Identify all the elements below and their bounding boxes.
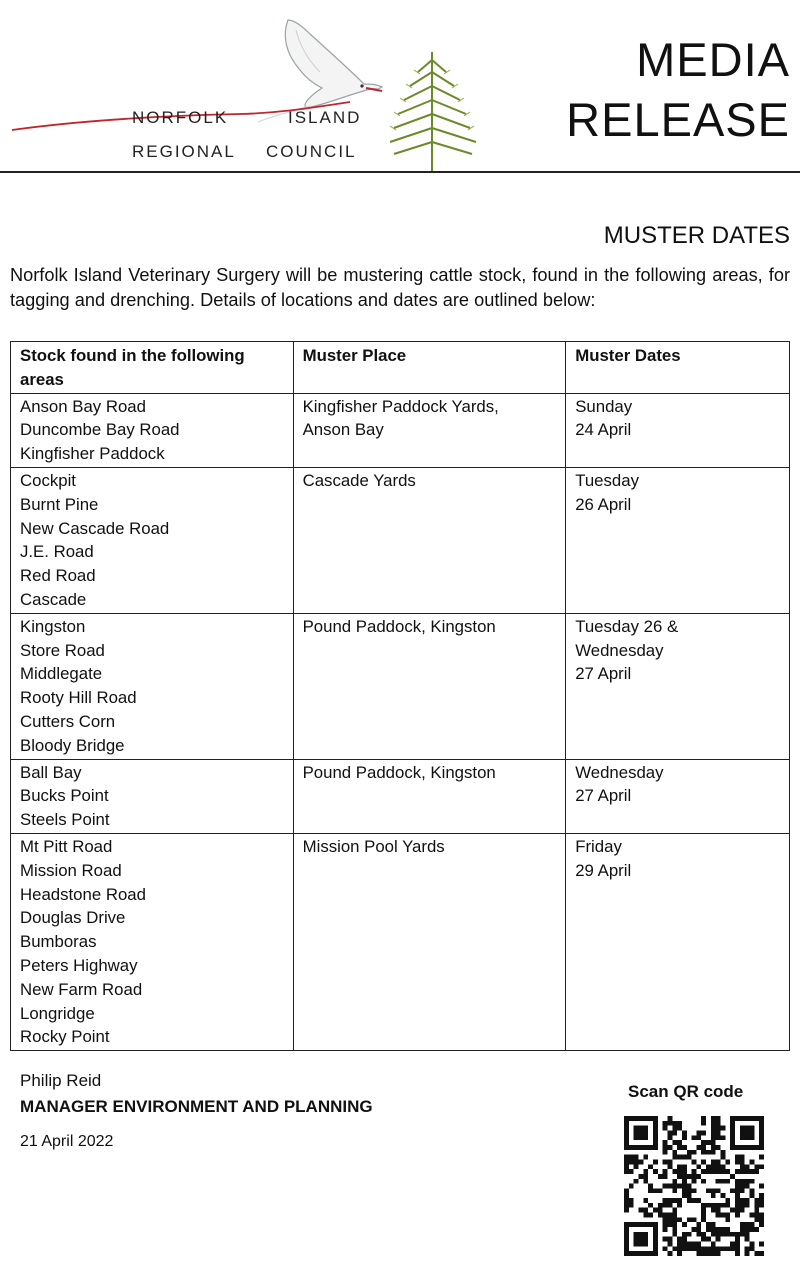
cell-line: Steels Point xyxy=(20,810,110,830)
cell-line: Kingston xyxy=(20,616,86,636)
logo-text-norfolk: NORFOLK xyxy=(132,108,229,127)
cell-line: 29 April xyxy=(575,860,632,880)
cell-line: Douglas Drive xyxy=(20,908,126,928)
table-row xyxy=(11,467,790,613)
cell-muster-place xyxy=(293,613,566,759)
cell-line: Burnt Pine xyxy=(20,494,99,514)
cell-line: Peters Highway xyxy=(20,955,138,975)
cell-line: Red Road xyxy=(20,566,96,586)
table-header-row xyxy=(11,342,790,394)
release-title: MUSTER DATES xyxy=(603,222,790,249)
cell-muster-place xyxy=(293,393,566,467)
cell-line: Pound Paddock, Kingston xyxy=(302,762,496,782)
cell-line: Kingfisher Paddock Yards, xyxy=(302,396,499,416)
table-row xyxy=(11,759,790,833)
cell-line: 26 April xyxy=(575,494,632,514)
cell-line: Mission Pool Yards xyxy=(302,836,445,856)
header-areas: Stock found in the following areas xyxy=(11,342,294,394)
cell-muster-dates xyxy=(566,467,790,613)
cell-line: Tuesday xyxy=(575,470,639,490)
qr-code-graphic xyxy=(624,1116,764,1256)
qr-code[interactable] xyxy=(624,1116,764,1256)
document-type-heading xyxy=(566,30,790,150)
cell-line: Mt Pitt Road xyxy=(20,836,113,856)
cell-muster-dates xyxy=(566,393,790,467)
cell-line: Headstone Road xyxy=(20,884,146,904)
cell-muster-dates xyxy=(566,833,790,1050)
table-row xyxy=(11,833,790,1050)
cell-areas xyxy=(11,759,294,833)
table-body xyxy=(11,393,790,1051)
cell-line: 27 April xyxy=(575,664,632,684)
cell-muster-dates xyxy=(566,759,790,833)
signatory-name: Philip Reid xyxy=(20,1071,102,1090)
cell-muster-dates xyxy=(566,613,790,759)
council-logo xyxy=(10,12,510,172)
cell-line: J.E. Road xyxy=(20,542,94,562)
cell-line: Bloody Bridge xyxy=(20,735,125,755)
cell-line: Store Road xyxy=(20,640,105,660)
logo-text-island: ISLAND xyxy=(288,108,362,127)
cell-line: Cutters Corn xyxy=(20,711,116,731)
qr-label: Scan QR code xyxy=(628,1082,744,1101)
cell-line: Cascade Yards xyxy=(302,470,416,490)
cell-line: Cockpit xyxy=(20,470,76,490)
cell-line: 27 April xyxy=(575,786,632,806)
muster-table xyxy=(10,341,790,1051)
cell-line: Sunday xyxy=(575,396,633,416)
document-type-line-2: RELEASE xyxy=(566,93,790,146)
cell-muster-place xyxy=(293,833,566,1050)
logo-graphic xyxy=(10,12,510,172)
table-row xyxy=(11,613,790,759)
cell-line: Mission Road xyxy=(20,860,122,880)
cell-line: Middlegate xyxy=(20,664,103,684)
document-type-line-1: MEDIA xyxy=(636,33,790,86)
logo-text-council: COUNCIL xyxy=(266,142,357,161)
cell-line: Ball Bay xyxy=(20,762,82,782)
cell-line: Tuesday 26 & xyxy=(575,616,679,636)
header-divider xyxy=(0,171,800,173)
cell-areas xyxy=(11,613,294,759)
cell-line: Bucks Point xyxy=(20,786,109,806)
release-date: 21 April 2022 xyxy=(20,1133,114,1150)
cell-line: Wednesday xyxy=(575,762,664,782)
cell-line: Bumboras xyxy=(20,932,97,952)
cell-line: New Farm Road xyxy=(20,979,143,999)
cell-line: Kingfisher Paddock xyxy=(20,444,165,464)
cell-muster-place xyxy=(293,759,566,833)
cell-areas xyxy=(11,393,294,467)
cell-line: Wednesday xyxy=(575,640,664,660)
cell-line: Rocky Point xyxy=(20,1027,110,1047)
header-muster-place: Muster Place xyxy=(293,342,566,394)
cell-line: Longridge xyxy=(20,1003,95,1023)
header-muster-dates: Muster Dates xyxy=(566,342,790,394)
cell-line: Pound Paddock, Kingston xyxy=(302,616,496,636)
table-row xyxy=(11,393,790,467)
cell-line: Cascade xyxy=(20,589,87,609)
cell-line: 24 April xyxy=(575,420,632,440)
cell-muster-place xyxy=(293,467,566,613)
intro-paragraph: Norfolk Island Veterinary Surgery will be mustering cattle stock, found in the following areas, for tagging and drenching. Details of locations and dates are outlined below: xyxy=(10,265,790,310)
cell-line: Anson Bay Road xyxy=(20,396,146,416)
header xyxy=(0,0,800,175)
logo-text-regional: REGIONAL xyxy=(132,142,236,161)
cell-line: Friday xyxy=(575,836,622,856)
cell-areas xyxy=(11,833,294,1050)
cell-line: Duncombe Bay Road xyxy=(20,420,180,440)
cell-line: Anson Bay xyxy=(302,420,384,440)
signatory-role: MANAGER ENVIRONMENT AND PLANNING xyxy=(20,1097,373,1116)
cell-line: Rooty Hill Road xyxy=(20,688,137,708)
cell-line: New Cascade Road xyxy=(20,518,170,538)
cell-areas xyxy=(11,467,294,613)
